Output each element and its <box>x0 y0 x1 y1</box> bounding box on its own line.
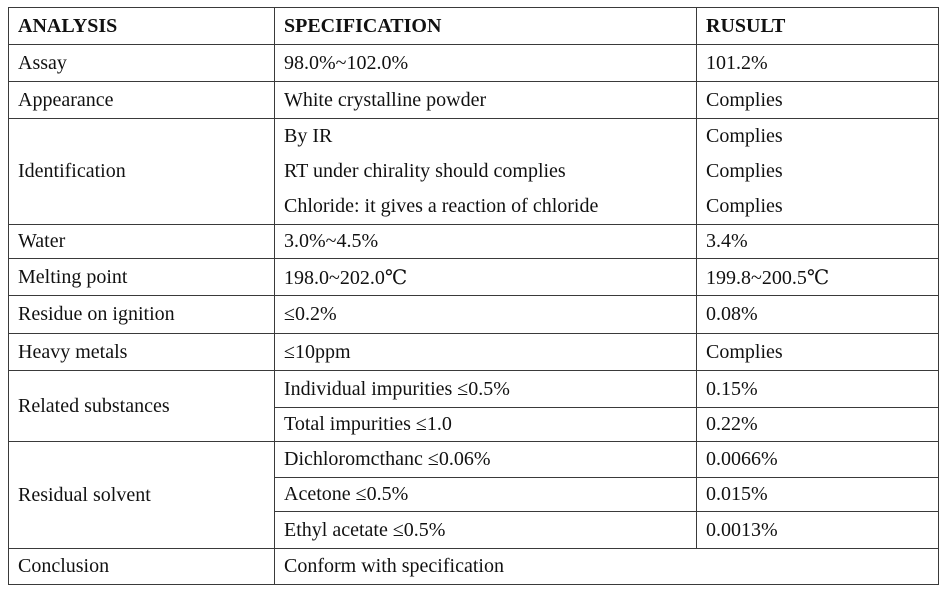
result-cell: 0.0066% <box>697 442 939 478</box>
spec-cell: Dichloromcthanc ≤0.06% <box>275 442 697 478</box>
table-row <box>9 549 939 585</box>
result-cell: Complies <box>697 154 939 189</box>
spec-cell: Chloride: it gives a reaction of chloride <box>275 189 697 225</box>
spec-cell: 3.0%~4.5% <box>275 225 697 259</box>
spec-cell: ≤10ppm <box>275 334 697 371</box>
table-row <box>9 442 939 478</box>
spec-cell: Acetone ≤0.5% <box>275 478 697 512</box>
result-cell: Complies <box>697 189 939 225</box>
table-row <box>9 259 939 296</box>
spec-cell: White crystalline powder <box>275 82 697 119</box>
table-row <box>9 334 939 371</box>
spec-cell: By IR <box>275 119 697 155</box>
result-cell: 3.4% <box>697 225 939 259</box>
table-row <box>9 45 939 82</box>
result-cell: Complies <box>697 334 939 371</box>
spec-cell: Total impurities ≤1.0 <box>275 408 697 442</box>
analysis-cell: Identification <box>9 119 275 225</box>
table-row <box>9 82 939 119</box>
header-result: RUSULT <box>697 8 939 45</box>
spec-cell: Individual impurities ≤0.5% <box>275 371 697 408</box>
analysis-cell: Appearance <box>9 82 275 119</box>
analysis-cell: Heavy metals <box>9 334 275 371</box>
table-row <box>9 296 939 334</box>
spec-cell: 98.0%~102.0% <box>275 45 697 82</box>
spec-cell: RT under chirality should complies <box>275 154 697 189</box>
analysis-cell: Related substances <box>9 371 275 442</box>
result-cell: Complies <box>697 82 939 119</box>
analysis-cell: Conclusion <box>9 549 275 585</box>
spec-cell: ≤0.2% <box>275 296 697 334</box>
analysis-cell: Water <box>9 225 275 259</box>
result-cell: 101.2% <box>697 45 939 82</box>
spec-cell: 198.0~202.0℃ <box>275 259 697 296</box>
analysis-cell: Melting point <box>9 259 275 296</box>
header-specification: SPECIFICATION <box>275 8 697 45</box>
spec-cell: Ethyl acetate ≤0.5% <box>275 512 697 549</box>
analysis-cell: Residue on ignition <box>9 296 275 334</box>
table-row <box>9 225 939 259</box>
analysis-table <box>8 7 939 585</box>
result-cell: 0.22% <box>697 408 939 442</box>
table-row <box>9 371 939 408</box>
analysis-cell: Assay <box>9 45 275 82</box>
result-cell: 0.015% <box>697 478 939 512</box>
header-analysis: ANALYSIS <box>9 8 275 45</box>
table-row <box>9 119 939 155</box>
conclusion-cell: Conform with specification <box>275 549 939 585</box>
analysis-cell: Residual solvent <box>9 442 275 549</box>
result-cell: 199.8~200.5℃ <box>697 259 939 296</box>
result-cell: 0.0013% <box>697 512 939 549</box>
result-cell: 0.15% <box>697 371 939 408</box>
result-cell: 0.08% <box>697 296 939 334</box>
result-cell: Complies <box>697 119 939 155</box>
